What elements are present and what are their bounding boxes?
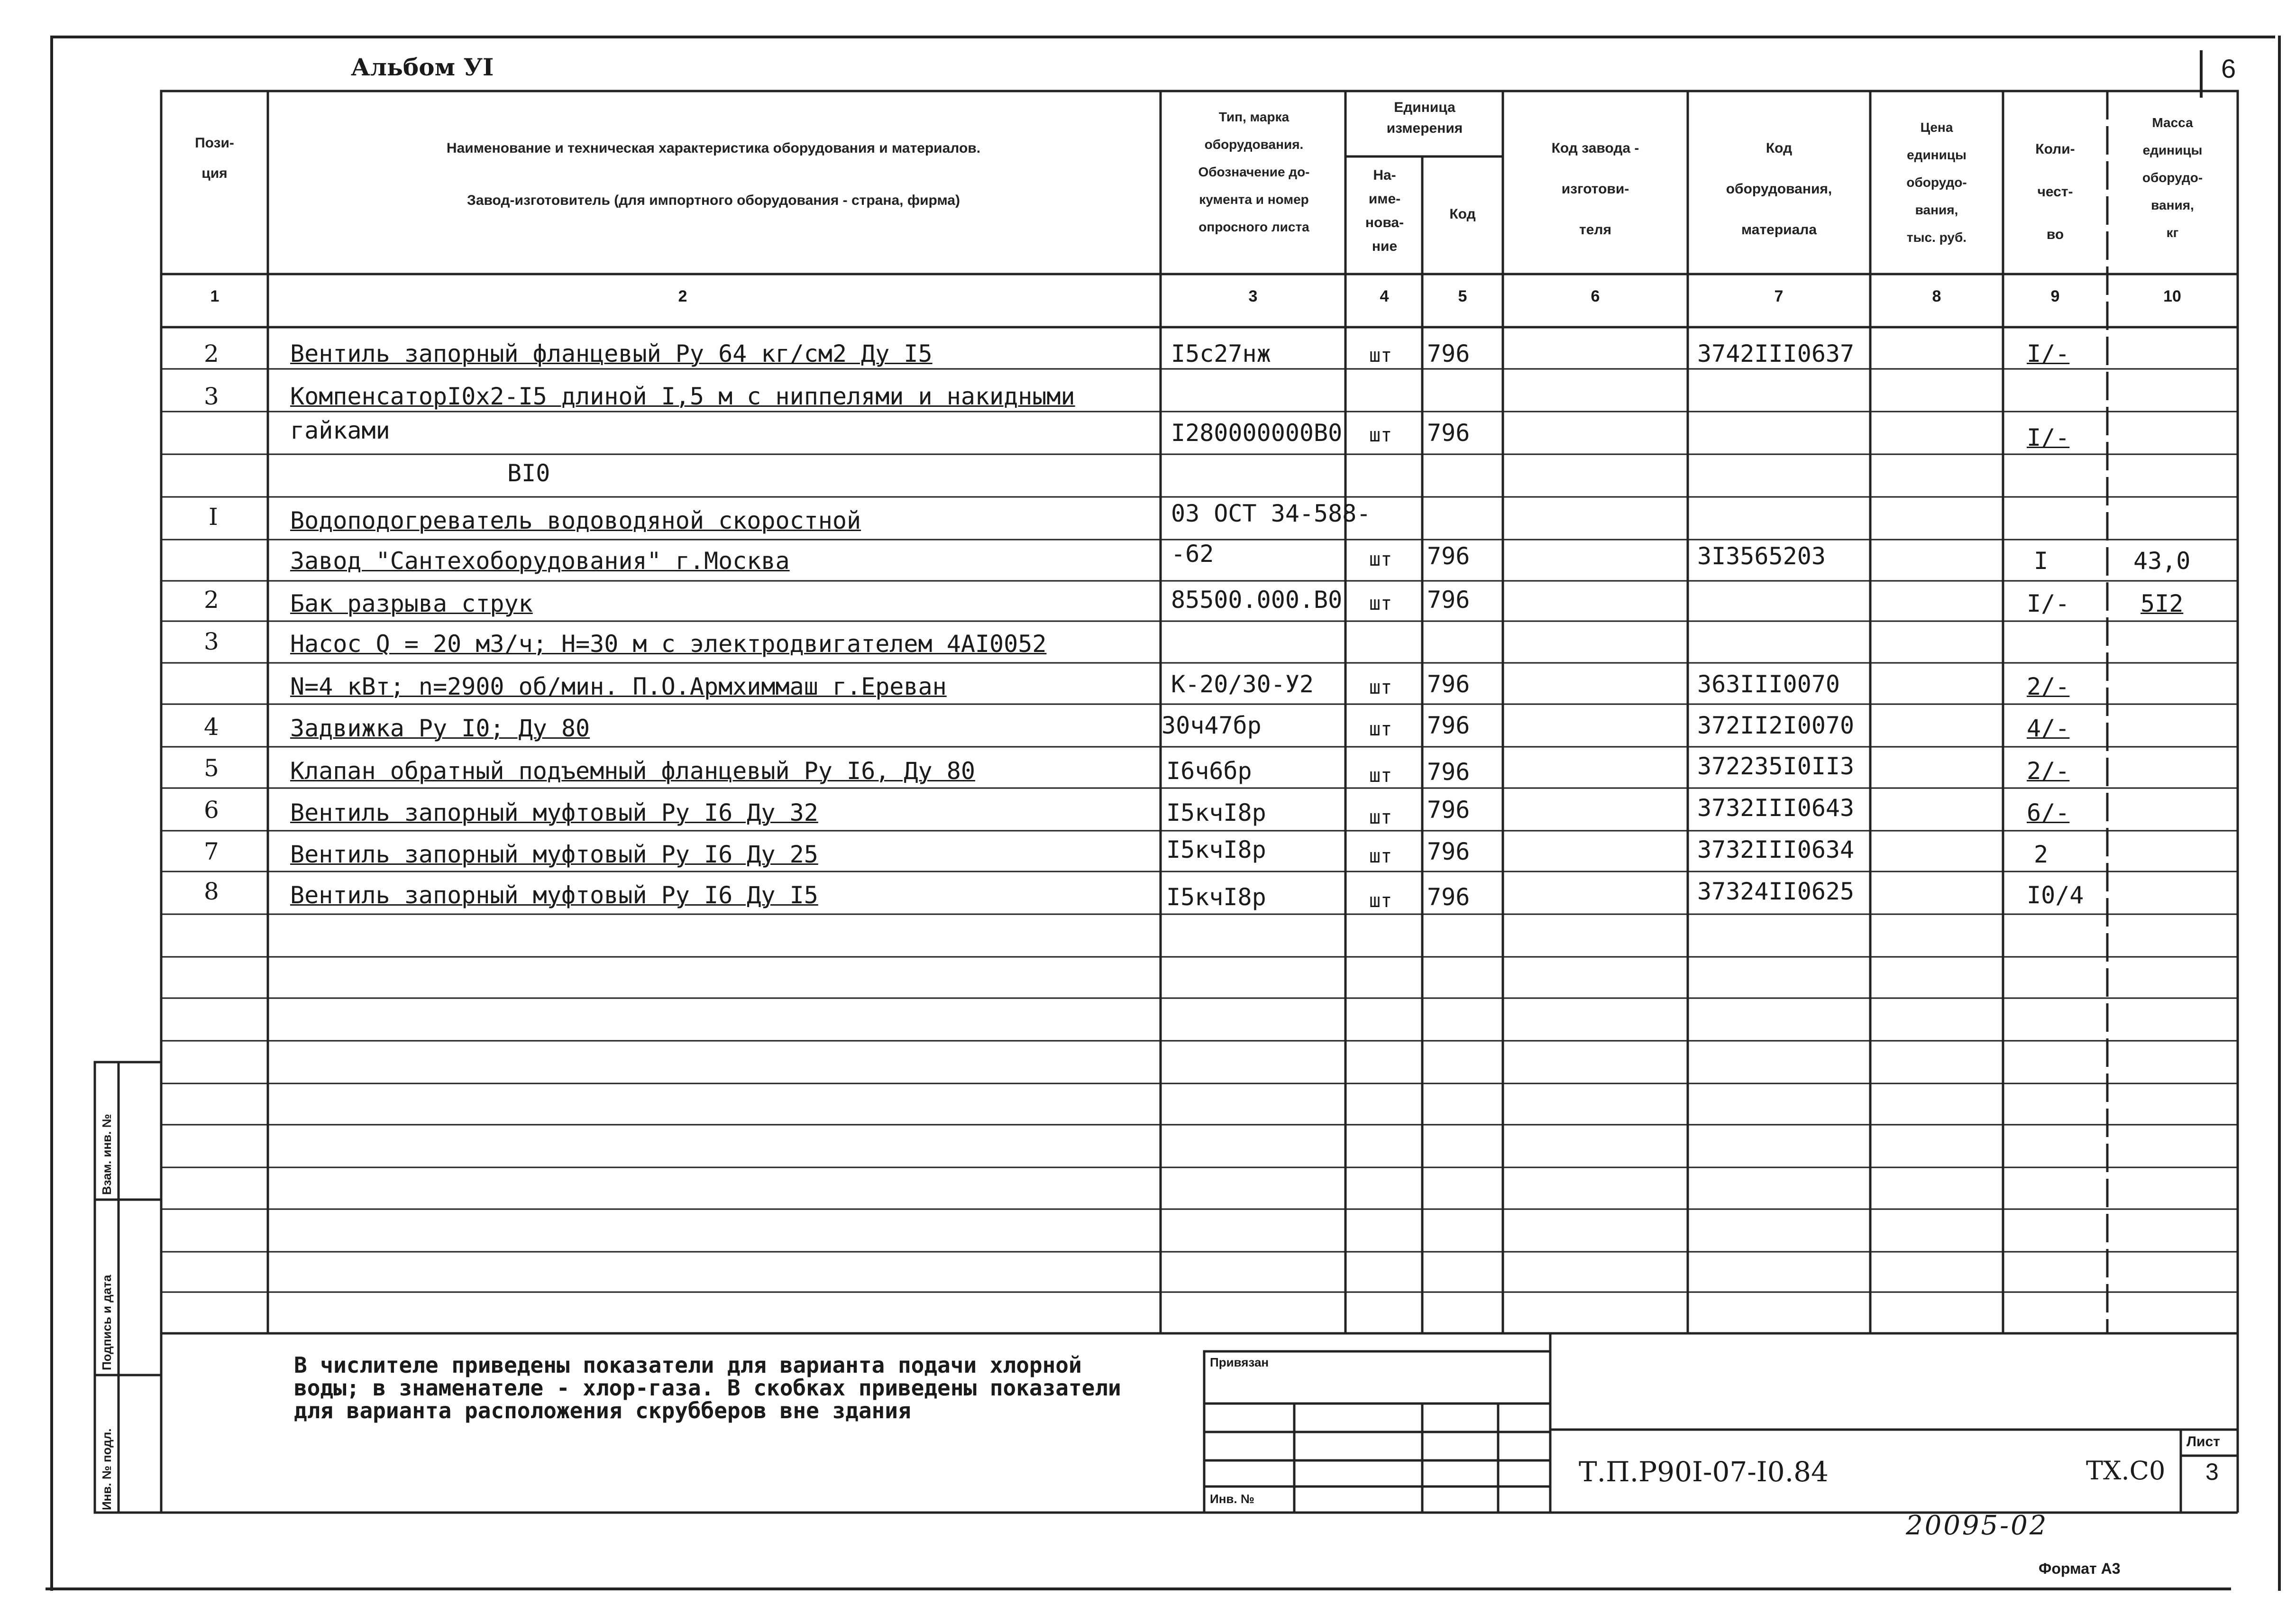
cell-position: 6 (204, 796, 219, 824)
cell-name: гайками (290, 417, 390, 444)
cell-name: Вентиль запорный муфтовый Ру I6 Ду 25 (290, 841, 818, 868)
cell-name: N=4 кВт; n=2900 об/мин. П.О.Армхиммаш г.Ереван (290, 673, 947, 700)
cell-unit-code: 796 (1427, 419, 1470, 447)
cell-type: I280000000В0 (1171, 419, 1343, 447)
header-price-line: Цена (1920, 120, 1953, 135)
cell-position: 8 (204, 878, 219, 905)
cell-name: Вентиль запорный фланцевый Ру 64 кг/см2 Ду I5 (290, 340, 933, 367)
column-number: 5 (1458, 287, 1467, 305)
cell-unit-code: 796 (1427, 796, 1470, 824)
cell-unit-code: 796 (1427, 838, 1470, 865)
header-position-line: ция (201, 165, 228, 181)
header-mfr-line: теля (1579, 222, 1611, 238)
cell-name: Вентиль запорный муфтовый Ру I6 Ду 32 (290, 799, 818, 826)
cell-position: I (209, 503, 218, 531)
cell-type: К-20/30-У2 (1171, 670, 1314, 698)
header-qty-line: чест- (2037, 184, 2073, 200)
cell-equipment-code: 3742III0637 (1697, 340, 1855, 367)
handwritten-archive-number: 20095-02 (1906, 1510, 2049, 1541)
cell-name: Насос Q = 20 м3/ч; Н=30 м с электродвигателем 4АI0052 (290, 630, 1047, 658)
cell-name: КомпенсаторI0х2-I5 длиной I,5 м с ниппелями и накидными (290, 383, 1075, 410)
cell-type: 85500.000.В0 (1171, 586, 1343, 614)
page-number: 6 (2221, 54, 2236, 83)
header-mass-line: кг (2166, 225, 2179, 240)
cell-unit: шт (1369, 845, 1392, 867)
header-name-line: Наименование и техническая характеристика оборудования и материалов. (446, 140, 981, 156)
header-price-line: единицы (1907, 147, 1967, 162)
cell-quantity: 6/- (2027, 799, 2070, 826)
cell-equipment-code: 363III0070 (1697, 670, 1840, 698)
cell-equipment-code: 3732III0634 (1697, 836, 1855, 863)
header-mfr-line: Код завода - (1551, 140, 1639, 156)
header-unit-line: Единица (1394, 100, 1455, 115)
column-number: 10 (2163, 287, 2181, 305)
header-price-line: тыс. руб. (1906, 230, 1967, 245)
cell-name: Водоподогреватель водоводяной скоростной (290, 507, 861, 534)
cell-equipment-code: 372235I0II3 (1697, 752, 1855, 780)
header-unit-name-line: ние (1372, 239, 1398, 254)
cell-name: Вентиль запорный муфтовый Ру I6 Ду I5 (290, 881, 818, 909)
cell-name: Завод "Сантехоборудования" г.Москва (290, 547, 790, 575)
header-qty-line: Коли- (2035, 141, 2075, 157)
cell-unit: шт (1369, 593, 1392, 615)
cell-name: Клапан обратный подъемный фланцевый Ру I6, Ду 80 (290, 757, 975, 785)
cell-unit: шт (1369, 424, 1392, 446)
cell-position: 3 (204, 383, 219, 410)
cell-type: I5кчI8р (1166, 883, 1266, 911)
header-type-line: кумента и номер (1199, 192, 1309, 207)
cell-name: Бак разрыва струк (290, 590, 533, 617)
cell-position: 2 (204, 586, 219, 614)
header-price (1873, 114, 2001, 251)
cell-quantity: 2/- (2027, 673, 2070, 700)
cell-quantity: 2/- (2027, 757, 2070, 785)
cell-type: 30ч47бр (1162, 712, 1262, 739)
sheet-number: 3 (2205, 1459, 2219, 1485)
cell-quantity: I (2034, 547, 2049, 575)
cell-quantity: 4/- (2027, 715, 2070, 742)
header-mass-line: единицы (2142, 143, 2203, 157)
footer-note: В числителе приведены показатели для варианта подачи хлорной воды; в знаменателе - хлор-газа. В скобках приведены показатели для варианта расположения скрубберов вне здания (294, 1352, 1121, 1423)
header-equip-line: Код (1765, 140, 1793, 156)
cell-equipment-code: 37324II0625 (1697, 878, 1855, 905)
sheet-label: Лист (2186, 1434, 2220, 1450)
header-unit-name (1348, 164, 1421, 258)
side-label-replace-inv: Взам. инв. № (100, 1114, 114, 1195)
column-number: 1 (210, 287, 220, 305)
column-number: 2 (678, 287, 687, 305)
header-position-line: Пози- (195, 135, 234, 151)
side-label-original-inv: Инв. № подл. (100, 1428, 114, 1510)
cell-name: Задвижка Ру I0; Ду 80 (290, 715, 590, 742)
cell-unit-code: 796 (1427, 758, 1470, 786)
stamp-attached-label: Привязан (1210, 1355, 1269, 1369)
header-position (166, 128, 263, 189)
cell-unit: шт (1369, 549, 1392, 570)
header-mass-line: Масса (2152, 115, 2193, 130)
header-unit-name-line: нова- (1365, 215, 1404, 230)
header-unit-name-line: На- (1373, 167, 1396, 183)
cell-type: I5кчI8р (1166, 836, 1266, 863)
cell-type: I5кчI8р (1166, 799, 1266, 826)
side-label-signature-date: Подпись и дата (100, 1275, 114, 1370)
cell-position: 7 (204, 838, 219, 865)
cell-mass: 5I2 (2140, 590, 2184, 617)
cell-equipment-code: 372II2I0070 (1697, 712, 1855, 739)
cell-quantity: I0/4 (2027, 881, 2084, 909)
cell-position: 3 (204, 628, 219, 655)
cell-unit-code: 796 (1427, 883, 1470, 911)
cell-unit: шт (1369, 345, 1392, 367)
column-number: 7 (1774, 287, 1784, 305)
header-equipment-code (1690, 128, 1868, 250)
header-price-line: оборудо- (1906, 175, 1967, 190)
header-quantity (2005, 128, 2105, 256)
cell-type: 03 ОСТ 34-588- (1171, 500, 1371, 527)
header-name-line: Завод-изготовитель (для импортного оборудования - страна, фирма) (467, 193, 960, 208)
cell-unit: шт (1369, 807, 1392, 828)
header-unit-group (1349, 97, 1500, 139)
header-unit-line: измерения (1386, 120, 1463, 136)
paper-format: Формат А3 (2039, 1560, 2121, 1577)
cell-unit: шт (1369, 677, 1392, 698)
column-number: 3 (1248, 287, 1258, 305)
cell-unit-code: 796 (1427, 542, 1470, 570)
cell-quantity: 2 (2034, 841, 2049, 868)
cell-type: -62 (1171, 540, 1214, 568)
cell-type: I6ч6бр (1166, 757, 1252, 785)
header-mfr-line: изготови- (1561, 181, 1629, 197)
header-manufacturer-code (1505, 128, 1685, 250)
header-qty-line: во (2046, 227, 2064, 242)
cell-mass: 43,0 (2133, 547, 2191, 575)
cell-unit: шт (1369, 718, 1392, 740)
column-number: 9 (2050, 287, 2060, 305)
header-equip-line: оборудования, (1726, 181, 1832, 197)
header-type (1164, 103, 1344, 241)
column-number: 8 (1932, 287, 1941, 305)
header-type-line: оборудования. (1204, 137, 1304, 152)
cell-position: 5 (204, 754, 219, 782)
stamp-inv-label: Инв. № (1210, 1492, 1254, 1506)
header-unit-code: Код (1449, 206, 1476, 222)
cell-quantity: I/- (2027, 340, 2070, 367)
cell-unit-code: 796 (1427, 712, 1470, 739)
header-type-line: Тип, марка (1218, 110, 1290, 124)
cell-unit-code: 796 (1427, 340, 1470, 367)
sheet-code: ТХ.С0 (2086, 1456, 2166, 1486)
header-type-line: Обозначение до- (1198, 165, 1310, 179)
header-type-line: опросного листа (1198, 220, 1309, 234)
cell-position: 4 (204, 713, 219, 741)
cell-quantity: I/- (2027, 424, 2070, 451)
header-name (273, 122, 1154, 227)
cell-type: I5с27нж (1171, 340, 1271, 367)
cell-unit-code: 796 (1427, 670, 1470, 698)
cell-equipment-code: 3I3565203 (1697, 542, 1826, 570)
header-mass-line: вания, (2151, 198, 2194, 212)
cell-position: 2 (204, 340, 219, 367)
album-title: Альбом УI (351, 53, 494, 81)
cell-equipment-code: 3732III0643 (1697, 794, 1855, 822)
header-unit-name-line: име- (1368, 191, 1401, 207)
cell-name: ВI0 (507, 459, 550, 487)
cell-unit: шт (1369, 765, 1392, 787)
cell-unit: шт (1369, 890, 1392, 912)
column-number: 6 (1591, 287, 1600, 305)
header-mass (2110, 109, 2235, 247)
header-price-line: вания, (1915, 202, 1958, 217)
column-number: 4 (1380, 287, 1389, 305)
header-mass-line: оборудо- (2142, 170, 2203, 185)
document-code: Т.П.Р90I-07-I0.84 (1579, 1456, 1829, 1488)
cell-unit-code: 796 (1427, 586, 1470, 614)
header-equip-line: материала (1741, 222, 1817, 238)
cell-quantity: I/- (2027, 590, 2070, 617)
